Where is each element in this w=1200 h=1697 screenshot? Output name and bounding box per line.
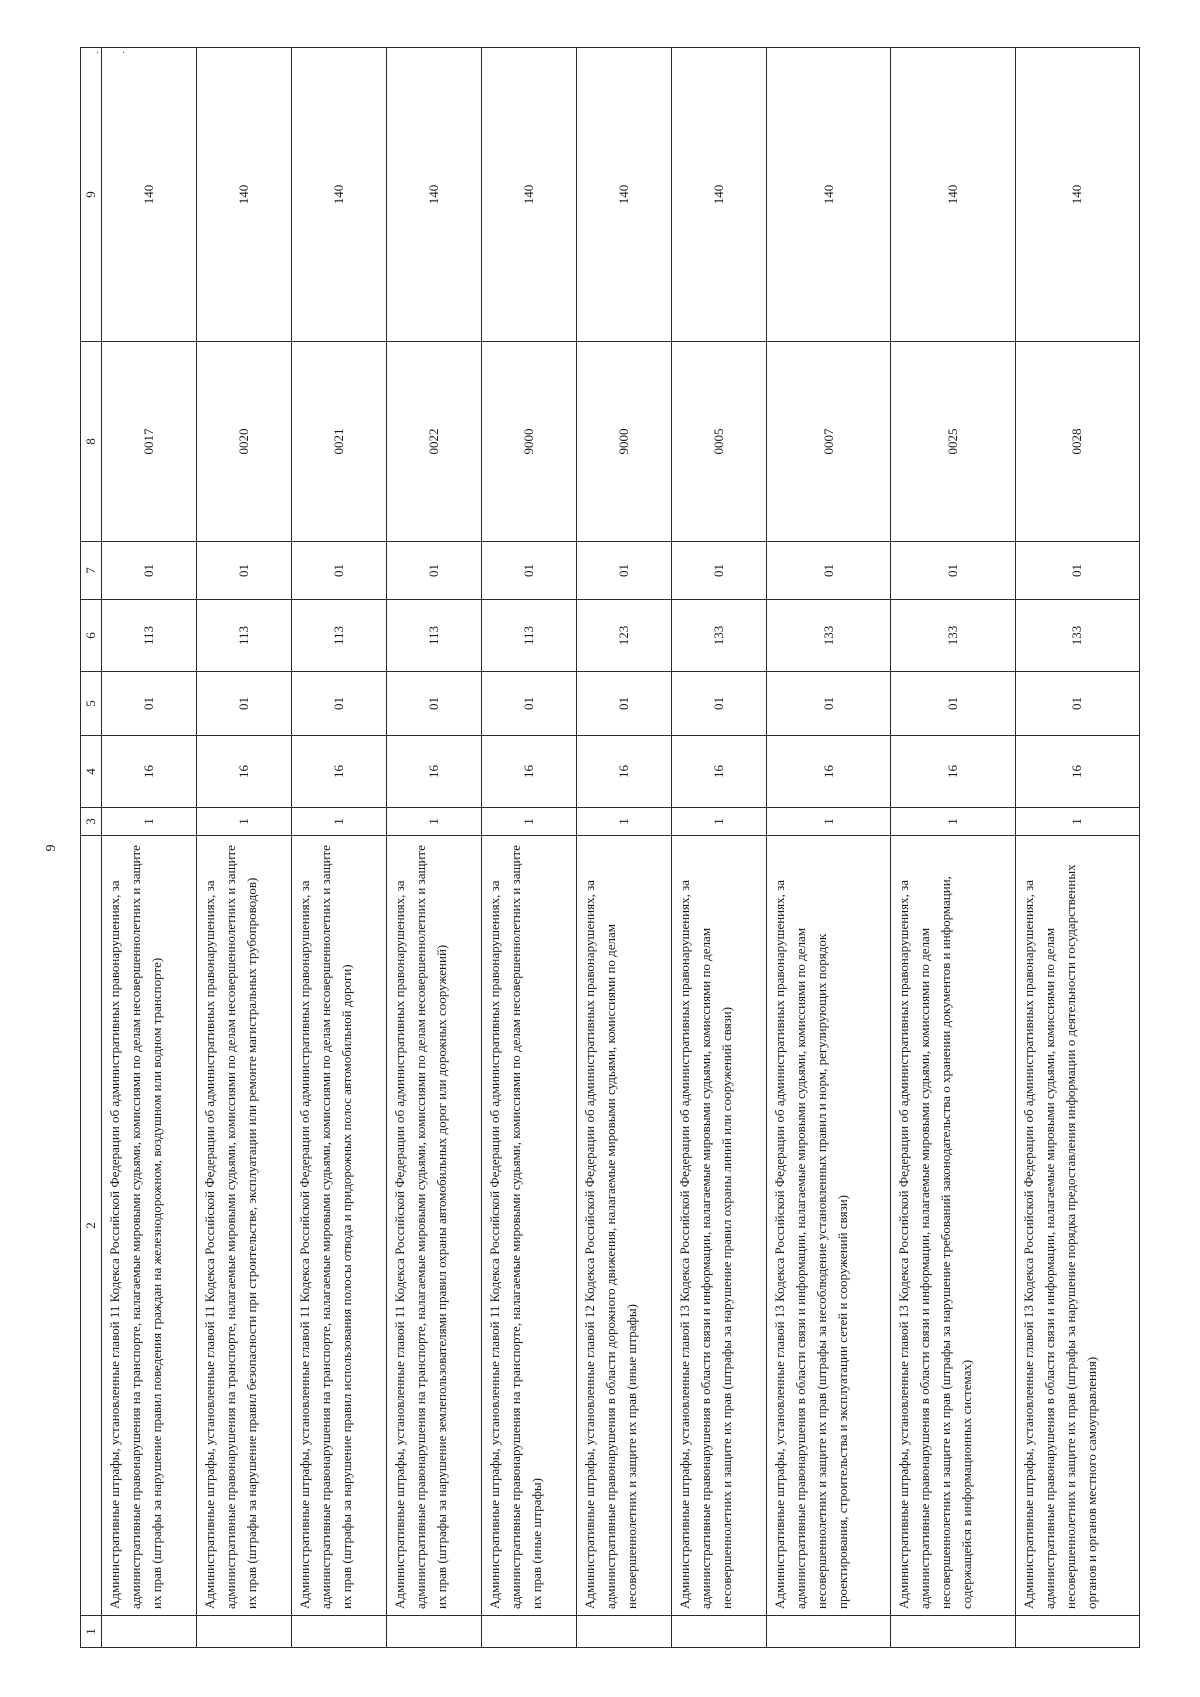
code-cell: 140 (1015, 48, 1139, 342)
code-cell: 140 (386, 48, 481, 342)
table-row (576, 48, 671, 1648)
code-cell: 113 (386, 600, 481, 672)
code-cell: 140 (481, 48, 576, 342)
description-cell: Административные штрафы, установленные главой 11 Кодекса Российской Федерации об административных правонарушениях, за административные правонарушения на транспорте, налагаемые мировыми судьями, комиссиями по делам несовершеннолетних и защите их прав (штрафы за нарушение правил поведения граждан на железнодорожном, воздушном или водном транспорте) (102, 836, 197, 1616)
code-cell: 123 (576, 600, 671, 672)
code-cell: 1 (291, 808, 386, 836)
budget-codes-table (80, 47, 1140, 1648)
code-cell: 1 (196, 808, 291, 836)
description-cell: Административные штрафы, установленные главой 13 Кодекса Российской Федерации об административных правонарушениях, за административные правонарушения в области связи и информации, налагаемые мировыми судьями, комиссиями по делам несовершеннолетних и защите их прав (штрафы за нарушение правил охраны линий или сооружений связи) (671, 836, 766, 1616)
code-cell: 133 (1015, 600, 1139, 672)
description-cell: Административные штрафы, установленные главой 13 Кодекса Российской Федерации об административных правонарушениях, за административные правонарушения в области связи и информации, налагаемые мировыми судьями, комиссиями по делам несовершеннолетних и защите их прав (штрафы за нарушение требований законодательства о хранении документов и информации, содержащейся в информационных системах) (891, 836, 1015, 1616)
description-cell: Административные штрафы, установленные главой 11 Кодекса Российской Федерации об административных правонарушениях, за административные правонарушения на транспорте, налагаемые мировыми судьями, комиссиями по делам несовершеннолетних и защите их прав (иные штрафы) (481, 836, 576, 1616)
code-cell: 01 (102, 672, 197, 736)
scan-specks: . . (96, 42, 135, 56)
code-cell: 9000 (576, 342, 671, 542)
code-cell: 1 (1015, 808, 1139, 836)
code-cell: 01 (1015, 542, 1139, 600)
budget-codes-table-wrapper (80, 48, 1140, 1648)
code-cell: 0021 (291, 342, 386, 542)
column-header: 4 (81, 736, 102, 808)
table-row (102, 48, 197, 1648)
blank-cell (576, 1616, 671, 1648)
page-number: 9 (44, 844, 59, 852)
column-header: 2 (81, 836, 102, 1616)
code-cell: 140 (102, 48, 197, 342)
code-cell: 0020 (196, 342, 291, 542)
code-cell: 01 (481, 672, 576, 736)
code-cell: 01 (481, 542, 576, 600)
code-cell: 01 (766, 672, 890, 736)
code-cell: 1 (891, 808, 1015, 836)
code-cell: 1 (671, 808, 766, 836)
description-cell: Административные штрафы, установленные главой 11 Кодекса Российской Федерации об административных правонарушениях, за административные правонарушения на транспорте, налагаемые мировыми судьями, комиссиями по делам несовершеннолетних и защите их прав (штрафы за нарушение правил безопасности при строительстве, эксплуатации или ремонте магистральных трубопроводов) (196, 836, 291, 1616)
code-cell: 01 (891, 672, 1015, 736)
code-cell: 140 (196, 48, 291, 342)
code-cell: 01 (1015, 672, 1139, 736)
code-cell: 113 (481, 600, 576, 672)
code-cell: 16 (196, 736, 291, 808)
code-cell: 1 (481, 808, 576, 836)
code-cell: 01 (102, 542, 197, 600)
code-cell: 140 (671, 48, 766, 342)
code-cell: 16 (1015, 736, 1139, 808)
code-cell: 1 (576, 808, 671, 836)
code-cell: 9000 (481, 342, 576, 542)
code-cell: 1 (102, 808, 197, 836)
column-header: 5 (81, 672, 102, 736)
code-cell: 01 (291, 672, 386, 736)
code-cell: 140 (766, 48, 890, 342)
table-row (196, 48, 291, 1648)
code-cell: 01 (576, 542, 671, 600)
code-cell: 113 (196, 600, 291, 672)
code-cell: 133 (766, 600, 890, 672)
code-cell: 16 (481, 736, 576, 808)
code-cell: 140 (291, 48, 386, 342)
blank-cell (891, 1616, 1015, 1648)
code-cell: 16 (891, 736, 1015, 808)
column-header: 8 (81, 342, 102, 542)
code-cell: 113 (102, 600, 197, 672)
code-cell: 0022 (386, 342, 481, 542)
blank-cell (196, 1616, 291, 1648)
code-cell: 16 (291, 736, 386, 808)
table-row (481, 48, 576, 1648)
table-row (386, 48, 481, 1648)
code-cell: 0025 (891, 342, 1015, 542)
code-cell: 01 (576, 672, 671, 736)
code-cell: 16 (671, 736, 766, 808)
blank-cell (481, 1616, 576, 1648)
blank-cell (766, 1616, 890, 1648)
description-cell: Административные штрафы, установленные главой 12 Кодекса Российской Федерации об административных правонарушениях, за административные правонарушения в области дорожного движения, налагаемые мировыми судьями, комиссиями по делам несовершеннолетних и защите их прав (иные штрафы) (576, 836, 671, 1616)
column-header: 9 (81, 48, 102, 342)
code-cell: 01 (386, 542, 481, 600)
blank-cell (671, 1616, 766, 1648)
column-header: 3 (81, 808, 102, 836)
code-cell: 140 (576, 48, 671, 342)
description-cell: Административные штрафы, установленные главой 11 Кодекса Российской Федерации об административных правонарушениях, за административные правонарушения на транспорте, налагаемые мировыми судьями, комиссиями по делам несовершеннолетних и защите их прав (штрафы за нарушение землепользователями правил охраны автомобильных дорог или дорожных сооружений) (386, 836, 481, 1616)
code-cell: 16 (102, 736, 197, 808)
code-cell: 01 (196, 672, 291, 736)
code-cell: 0028 (1015, 342, 1139, 542)
code-cell: 1 (766, 808, 890, 836)
table-row (766, 48, 890, 1648)
blank-cell (291, 1616, 386, 1648)
code-cell: 0005 (671, 342, 766, 542)
column-header: 7 (81, 542, 102, 600)
code-cell: 01 (671, 672, 766, 736)
blank-cell (102, 1616, 197, 1648)
code-cell: 140 (891, 48, 1015, 342)
code-cell: 133 (671, 600, 766, 672)
description-cell: Административные штрафы, установленные главой 13 Кодекса Российской Федерации об административных правонарушениях, за административные правонарушения в области связи и информации, налагаемые мировыми судьями, комиссиями по делам несовершеннолетних и защите их прав (штрафы за несоблюдение установленных правил и норм, регулирующих порядок проектирования, строительства и эксплуатации сетей и сооружений связи) (766, 836, 890, 1616)
code-cell: 0007 (766, 342, 890, 542)
code-cell: 01 (671, 542, 766, 600)
column-header: 6 (81, 600, 102, 672)
code-cell: 133 (891, 600, 1015, 672)
code-cell: 01 (766, 542, 890, 600)
blank-cell (1015, 1616, 1139, 1648)
table-row (671, 48, 766, 1648)
code-cell: 16 (386, 736, 481, 808)
code-cell: 01 (291, 542, 386, 600)
column-header: 1 (81, 1616, 102, 1648)
code-cell: 1 (386, 808, 481, 836)
table-row (1015, 48, 1139, 1648)
code-cell: 0017 (102, 342, 197, 542)
code-cell: 01 (386, 672, 481, 736)
blank-cell (386, 1616, 481, 1648)
code-cell: 01 (891, 542, 1015, 600)
description-cell: Административные штрафы, установленные главой 11 Кодекса Российской Федерации об административных правонарушениях, за административные правонарушения на транспорте, налагаемые мировыми судьями, комиссиями по делам несовершеннолетних и защите их прав (штрафы за нарушение правил использования полосы отвода и придорожных полос автомобильной дороги) (291, 836, 386, 1616)
code-cell: 16 (576, 736, 671, 808)
code-cell: 01 (196, 542, 291, 600)
table-row (291, 48, 386, 1648)
code-cell: 16 (766, 736, 890, 808)
header-row (81, 48, 102, 1648)
description-cell: Административные штрафы, установленные главой 13 Кодекса Российской Федерации об административных правонарушениях, за административные правонарушения в области связи и информации, налагаемые мировыми судьями, комиссиями по делам несовершеннолетних и защите их прав (штрафы за нарушение порядка предоставления информации о деятельности государственных органов и органов местного самоуправления) (1015, 836, 1139, 1616)
table-row (891, 48, 1015, 1648)
code-cell: 113 (291, 600, 386, 672)
